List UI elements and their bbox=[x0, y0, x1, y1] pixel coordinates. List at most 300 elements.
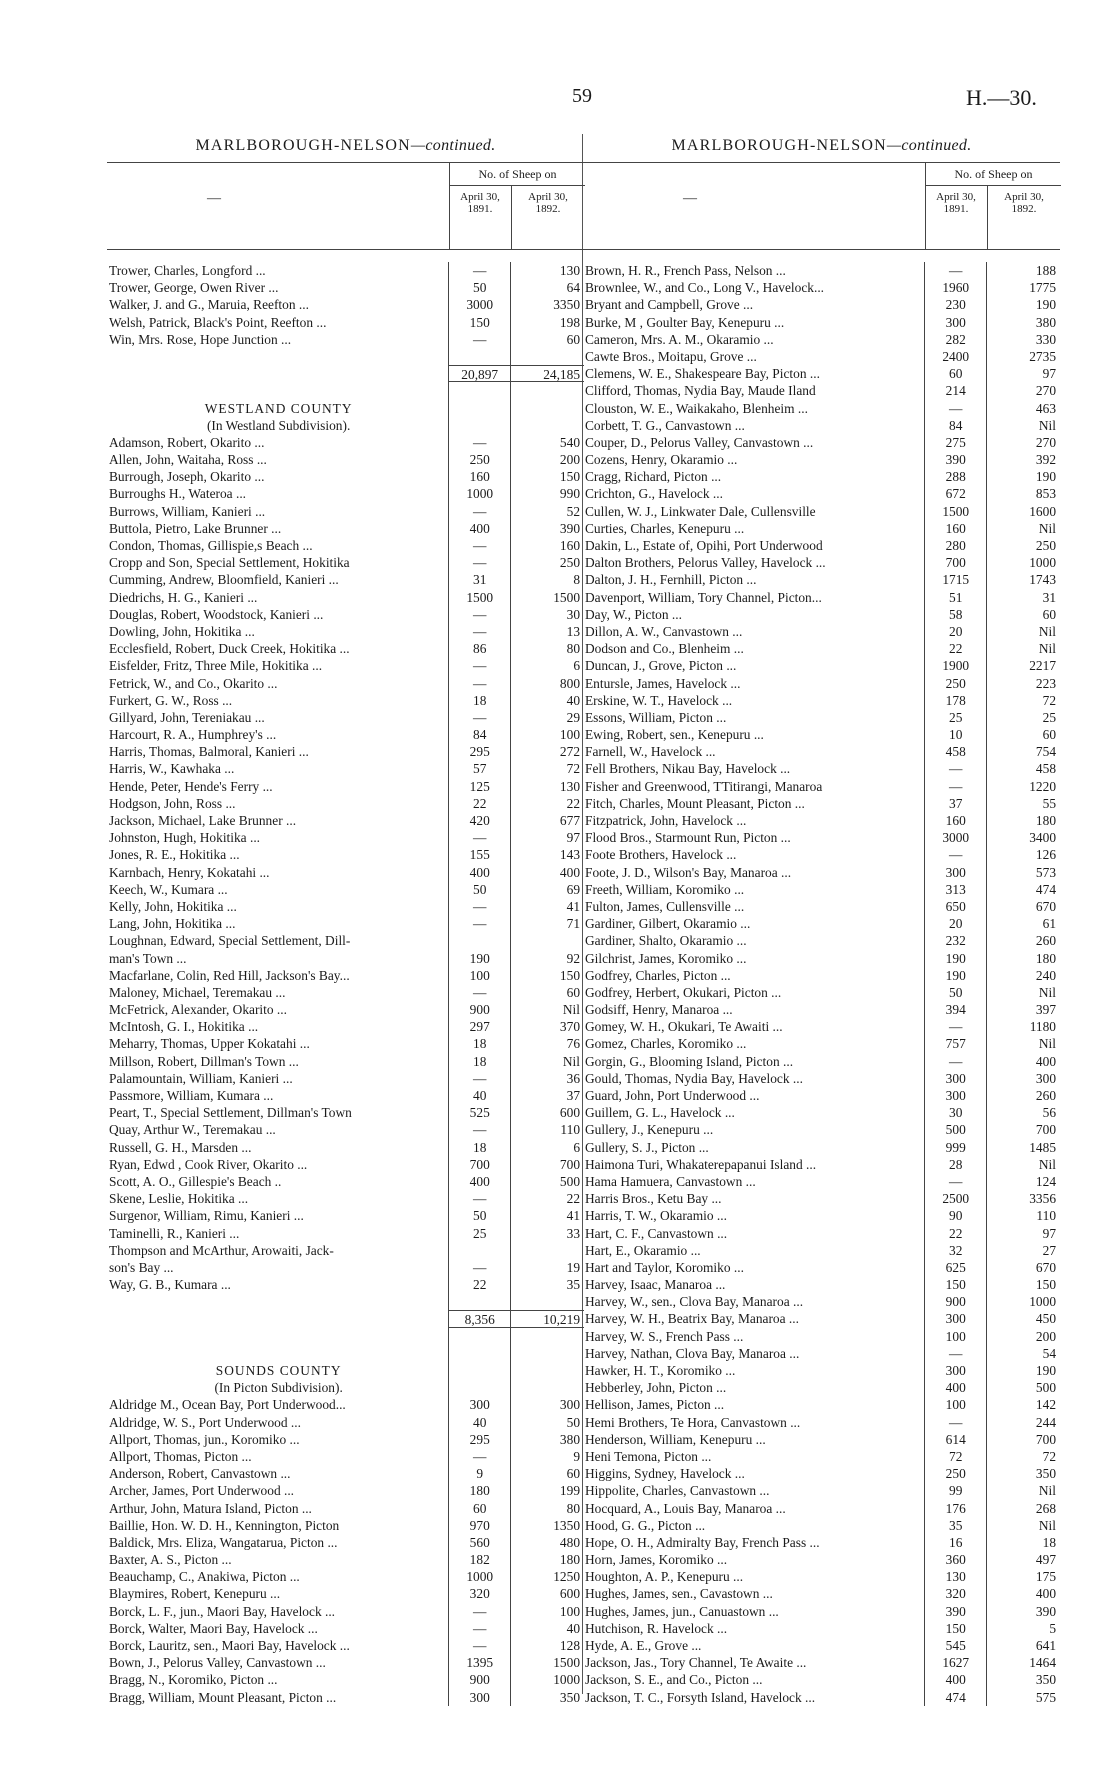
sheep-1892-cell: 25 bbox=[986, 709, 1060, 726]
owner-name-cell: Flood Bros., Starmount Run, Picton ... bbox=[585, 830, 791, 846]
sheep-1891-cell bbox=[448, 382, 510, 399]
owner-name-cell: Gardiner, Gilbert, Okaramio ... bbox=[585, 916, 751, 932]
sheep-1891-cell: 125 bbox=[448, 778, 510, 795]
column-title bbox=[107, 134, 584, 158]
sheep-1891-cell: — bbox=[924, 778, 986, 795]
sheep-1891-cell: 295 bbox=[448, 743, 510, 760]
sheep-1892-cell: 150 bbox=[510, 967, 584, 984]
sheep-1891-cell: 86 bbox=[448, 640, 510, 657]
sheep-1892-cell: 35 bbox=[510, 1276, 584, 1293]
sheep-1891-cell: 150 bbox=[924, 1620, 986, 1637]
section-heading bbox=[107, 1362, 584, 1379]
sheep-1892-cell: Nil bbox=[986, 520, 1060, 537]
table-row bbox=[583, 984, 1060, 1001]
sheep-1891-cell: 9 bbox=[448, 1465, 510, 1482]
owner-name-cell: Gomey, W. H., Okukari, Te Awaiti ... bbox=[585, 1019, 783, 1035]
table-row bbox=[583, 1637, 1060, 1654]
table-row bbox=[107, 1500, 584, 1517]
owner-name-cell: Furkert, G. W., Ross ... bbox=[109, 692, 233, 708]
table-row bbox=[107, 1345, 584, 1362]
sheep-1891-cell: 37 bbox=[924, 795, 986, 812]
owner-name-cell: Harvey, W. H., Beatrix Bay, Manaroa ... bbox=[585, 1311, 799, 1327]
owner-name-cell: Harris, T. W., Okaramio ... bbox=[585, 1208, 727, 1224]
owner-name-cell: Maloney, Michael, Teremakau ... bbox=[109, 984, 286, 1000]
owner-name-cell bbox=[107, 1345, 448, 1362]
table-row bbox=[583, 434, 1060, 451]
table-row bbox=[107, 1035, 584, 1052]
sheep-1892-cell: 19 bbox=[510, 1259, 584, 1276]
sheep-1891-cell: 22 bbox=[448, 795, 510, 812]
sheep-1891-cell: 1715 bbox=[924, 571, 986, 588]
sheep-1892-cell: 600 bbox=[510, 1104, 584, 1121]
table-row bbox=[107, 709, 584, 726]
owner-name-cell: Dowling, John, Hokitika ... bbox=[109, 623, 255, 639]
sheep-1892-cell: 126 bbox=[986, 846, 1060, 863]
table-row bbox=[583, 829, 1060, 846]
table-row bbox=[107, 778, 584, 795]
sheep-1891-cell: 50 bbox=[448, 279, 510, 296]
owner-name-cell bbox=[107, 1293, 448, 1310]
sheep-1891-cell: 28 bbox=[924, 1156, 986, 1173]
table-row bbox=[107, 898, 584, 915]
sheep-1891-cell: — bbox=[448, 1620, 510, 1637]
sheep-1891-cell: 40 bbox=[448, 1414, 510, 1431]
owner-name-cell: Quay, Arthur W., Teremakau ... bbox=[109, 1122, 276, 1138]
sheep-1891-cell: 999 bbox=[924, 1139, 986, 1156]
table-row bbox=[583, 571, 1060, 588]
sheep-1892-cell: 60 bbox=[510, 331, 584, 348]
sheep-1892-cell: 76 bbox=[510, 1035, 584, 1052]
sheep-1892-cell: 268 bbox=[986, 1500, 1060, 1517]
owner-name-cell: Clifford, Thomas, Nydia Bay, Maude Iland bbox=[585, 383, 816, 399]
table-row bbox=[107, 1018, 584, 1035]
sheep-1891-cell: 3000 bbox=[448, 296, 510, 313]
left-column bbox=[107, 134, 584, 1706]
table-row bbox=[107, 846, 584, 863]
sheep-1892-cell: 244 bbox=[986, 1414, 1060, 1431]
sheep-1891-cell: 3000 bbox=[924, 829, 986, 846]
sheep-1892-cell: 480 bbox=[510, 1534, 584, 1551]
owner-name-cell: Godfrey, Charles, Picton ... bbox=[585, 967, 731, 983]
sheep-1891-cell: — bbox=[448, 829, 510, 846]
owner-name-cell: Hart and Taylor, Koromiko ... bbox=[585, 1259, 744, 1275]
sheep-1892-cell: 677 bbox=[510, 812, 584, 829]
sheep-1891-cell: — bbox=[448, 675, 510, 692]
sheep-1891-cell: 214 bbox=[924, 382, 986, 399]
table-row bbox=[583, 1654, 1060, 1671]
table-row bbox=[107, 1551, 584, 1568]
table-row bbox=[583, 1431, 1060, 1448]
sheep-1892-cell: 33 bbox=[510, 1225, 584, 1242]
sheep-1892-cell: 458 bbox=[986, 760, 1060, 777]
table-row bbox=[583, 1534, 1060, 1551]
owner-name-cell: Dodson and Co., Blenheim ... bbox=[585, 641, 744, 657]
owner-name-cell: Thompson and McArthur, Arowaiti, Jack- bbox=[109, 1242, 334, 1258]
owner-name-cell: Hutchison, R. Havelock ... bbox=[585, 1620, 728, 1636]
sheep-1892-cell: 1000 bbox=[986, 1293, 1060, 1310]
table-row bbox=[583, 262, 1060, 279]
sheep-1891-cell: 18 bbox=[448, 1053, 510, 1070]
table-row bbox=[107, 1517, 584, 1534]
sheep-1891-cell: 1900 bbox=[924, 657, 986, 674]
table-row bbox=[107, 984, 584, 1001]
table-row bbox=[107, 1431, 584, 1448]
table-header bbox=[583, 162, 1060, 250]
owner-name-cell: Way, G. B., Kumara ... bbox=[109, 1277, 231, 1293]
sheep-1891-cell bbox=[448, 1242, 510, 1259]
sheep-1891-cell: 178 bbox=[924, 692, 986, 709]
owner-name-cell: Harvey, Nathan, Clova Bay, Manaroa ... bbox=[585, 1345, 800, 1361]
owner-name-cell: Meharry, Thomas, Upper Kokatahi ... bbox=[109, 1036, 310, 1052]
sheep-1891-cell: 297 bbox=[448, 1018, 510, 1035]
section-subheading bbox=[107, 417, 584, 434]
table-row bbox=[583, 1087, 1060, 1104]
sheep-1891-cell: 275 bbox=[924, 434, 986, 451]
sheep-1891-cell: 320 bbox=[448, 1585, 510, 1602]
sheep-1892-cell: Nil bbox=[986, 640, 1060, 657]
sheep-1891-cell: 190 bbox=[448, 950, 510, 967]
sheep-1891-cell: 1500 bbox=[924, 503, 986, 520]
sheep-1891-cell bbox=[448, 1379, 510, 1396]
owner-name-cell: son's Bay ... bbox=[109, 1259, 174, 1275]
sheep-1891-cell: 230 bbox=[924, 296, 986, 313]
sheep-1891-cell: 700 bbox=[924, 554, 986, 571]
table-row bbox=[107, 1104, 584, 1121]
sheep-1891-cell: 625 bbox=[924, 1259, 986, 1276]
owner-name-cell: Hart, E., Okaramio ... bbox=[585, 1242, 701, 1258]
sheep-1891-cell: 25 bbox=[924, 709, 986, 726]
table-row bbox=[583, 1001, 1060, 1018]
table-row bbox=[583, 1156, 1060, 1173]
owner-name-cell: Hemi Brothers, Te Hora, Canvastown ... bbox=[585, 1414, 801, 1430]
table-row bbox=[583, 1310, 1060, 1327]
sheep-1891-cell: 474 bbox=[924, 1689, 986, 1706]
sheep-1891-cell: 160 bbox=[448, 468, 510, 485]
table-row bbox=[107, 331, 584, 348]
owner-name-cell: Millson, Robert, Dillman's Town ... bbox=[109, 1053, 299, 1069]
sheep-1892-cell: 97 bbox=[986, 1225, 1060, 1242]
sheep-1892-cell bbox=[510, 1242, 584, 1259]
sheep-1892-cell: 100 bbox=[510, 726, 584, 743]
sheep-1892-cell: 60 bbox=[510, 1465, 584, 1482]
owner-name-cell bbox=[107, 1328, 448, 1345]
sheep-1891-cell: 180 bbox=[448, 1482, 510, 1499]
sheep-1892-cell: 61 bbox=[986, 915, 1060, 932]
column-header-1892: April 30, 1892. bbox=[987, 185, 1060, 249]
sheep-1892-cell: 400 bbox=[510, 864, 584, 881]
table-row bbox=[583, 1448, 1060, 1465]
sheep-1891-cell: — bbox=[448, 331, 510, 348]
owner-name-cell: Harvey, Isaac, Manaroa ... bbox=[585, 1277, 726, 1293]
table-row bbox=[583, 1517, 1060, 1534]
table-row bbox=[107, 554, 584, 571]
owner-name-cell: Dakin, L., Estate of, Opihi, Port Underwood bbox=[585, 538, 823, 553]
sheep-1892-cell: 270 bbox=[986, 382, 1060, 399]
sheep-1891-cell: 1000 bbox=[448, 1568, 510, 1585]
table-row bbox=[107, 468, 584, 485]
table-row bbox=[107, 279, 584, 296]
owner-name-cell: Walker, J. and G., Maruia, Reefton ... bbox=[109, 297, 309, 313]
owner-name-cell: Burke, M , Goulter Bay, Kenepuru ... bbox=[585, 314, 785, 330]
owner-name-cell bbox=[107, 1310, 448, 1327]
owner-name-cell: Jones, R. E., Hokitika ... bbox=[109, 847, 240, 863]
sheep-1892-cell: 300 bbox=[510, 1396, 584, 1413]
owner-name-cell: Heni Temona, Picton ... bbox=[585, 1448, 712, 1464]
owner-name-cell: Surgenor, William, Rimu, Kanieri ... bbox=[109, 1208, 304, 1224]
sheep-1891-cell: 420 bbox=[448, 812, 510, 829]
total-row bbox=[107, 1310, 584, 1327]
sheep-1892-cell: 1500 bbox=[510, 589, 584, 606]
sheep-1892-cell: 130 bbox=[510, 778, 584, 795]
owner-name-cell: Gullery, S. J., Picton ... bbox=[585, 1139, 709, 1155]
table-row bbox=[107, 864, 584, 881]
sheep-1891-cell: 160 bbox=[924, 520, 986, 537]
sheep-1892-cell: Nil bbox=[986, 1156, 1060, 1173]
sheep-1891-cell: 50 bbox=[448, 881, 510, 898]
sheep-1892-cell: 110 bbox=[986, 1207, 1060, 1224]
owner-name-cell: WESTLAND COUNTY bbox=[204, 400, 353, 416]
owner-name-cell: Houghton, A. P., Kenepuru ... bbox=[585, 1569, 744, 1585]
sheep-1892-cell: 497 bbox=[986, 1551, 1060, 1568]
owner-name-cell: Hope, O. H., Admiralty Bay, French Pass ... bbox=[585, 1534, 820, 1550]
owner-name-cell: Allport, Thomas, jun., Koromiko ... bbox=[109, 1431, 300, 1447]
owner-name-cell: Keech, W., Kumara ... bbox=[109, 881, 228, 897]
owner-name-cell: Fitzpatrick, John, Havelock ... bbox=[585, 813, 747, 828]
sheep-1892-cell: 13 bbox=[510, 623, 584, 640]
owner-name-cell: Borck, L. F., jun., Maori Bay, Havelock ... bbox=[109, 1603, 336, 1619]
table-row bbox=[107, 1465, 584, 1482]
sheep-1892-cell: 10,219 bbox=[510, 1310, 584, 1327]
sheep-1892-cell bbox=[510, 382, 584, 399]
table-row bbox=[583, 1293, 1060, 1310]
sheep-1891-cell: — bbox=[924, 846, 986, 863]
sheep-1891-cell bbox=[448, 932, 510, 949]
owner-name-cell: Hippolite, Charles, Canvastown ... bbox=[585, 1483, 770, 1499]
table-row bbox=[107, 485, 584, 502]
sheep-1892-cell: 390 bbox=[986, 1603, 1060, 1620]
owner-name-cell: Karnbach, Henry, Kokatahi ... bbox=[109, 864, 270, 880]
table-row bbox=[583, 1328, 1060, 1345]
sheep-1892-cell: 150 bbox=[986, 1276, 1060, 1293]
owner-name-cell: Ryan, Edwd , Cook River, Okarito ... bbox=[109, 1156, 308, 1172]
owner-name-cell: Farnell, W., Havelock ... bbox=[585, 744, 716, 760]
sheep-1892-cell: 190 bbox=[986, 468, 1060, 485]
owner-name-cell: Harvey, W. S., French Pass ... bbox=[585, 1328, 744, 1344]
sheep-1892-cell: 380 bbox=[986, 314, 1060, 331]
sheep-1892-cell: 400 bbox=[986, 1053, 1060, 1070]
sheep-1892-cell bbox=[510, 932, 584, 949]
sheep-1892-cell: 240 bbox=[986, 967, 1060, 984]
name-column-header: — bbox=[207, 191, 221, 206]
sheep-1891-cell: 100 bbox=[924, 1328, 986, 1345]
sheep-1891-cell: 22 bbox=[924, 1225, 986, 1242]
owner-name-cell: Buttola, Pietro, Lake Brunner ... bbox=[109, 520, 282, 536]
sheep-1892-cell bbox=[510, 348, 584, 365]
table-row bbox=[107, 623, 584, 640]
owner-name-cell: Godsiff, Henry, Manaroa ... bbox=[585, 1002, 733, 1018]
owner-name-cell: Duncan, J., Grove, Picton ... bbox=[585, 658, 737, 674]
table-row bbox=[107, 932, 584, 949]
owner-name-cell bbox=[107, 348, 448, 365]
table-row bbox=[583, 795, 1060, 812]
sheep-1892-cell: 69 bbox=[510, 881, 584, 898]
owner-name-cell: (In Picton Subdivision). bbox=[214, 1380, 343, 1396]
owner-name-cell: Gardiner, Shalto, Okaramio ... bbox=[585, 933, 747, 949]
sheep-1892-cell: Nil bbox=[986, 623, 1060, 640]
table-row bbox=[583, 898, 1060, 915]
sheep-1892-cell bbox=[510, 1345, 584, 1362]
table-row bbox=[107, 1139, 584, 1156]
sheep-1891-cell: 31 bbox=[448, 571, 510, 588]
owner-name-cell: Kelly, John, Hokitika ... bbox=[109, 898, 237, 914]
sheep-1892-cell: 670 bbox=[986, 1259, 1060, 1276]
sheep-1892-cell: 1485 bbox=[986, 1139, 1060, 1156]
sheep-1892-cell: 128 bbox=[510, 1637, 584, 1654]
table-row bbox=[583, 503, 1060, 520]
table-row bbox=[107, 1001, 584, 1018]
owner-name-cell: Hende, Peter, Hende's Ferry ... bbox=[109, 778, 273, 794]
section-subheading bbox=[107, 1379, 584, 1396]
sheep-1891-cell: — bbox=[448, 623, 510, 640]
sheep-1892-cell: Nil bbox=[986, 1517, 1060, 1534]
sheep-1892-cell: 27 bbox=[986, 1242, 1060, 1259]
sheep-1892-cell: 150 bbox=[510, 468, 584, 485]
table-row bbox=[107, 262, 584, 279]
sheep-1891-cell: 458 bbox=[924, 743, 986, 760]
sheep-1891-cell: 32 bbox=[924, 1242, 986, 1259]
sheep-1892-cell: 573 bbox=[986, 864, 1060, 881]
sheep-1891-cell: 400 bbox=[448, 1173, 510, 1190]
sheep-1891-cell: — bbox=[924, 262, 986, 279]
sheep-1892-cell: 260 bbox=[986, 1087, 1060, 1104]
table-row bbox=[107, 967, 584, 984]
table-row bbox=[107, 348, 584, 365]
sheep-1891-cell: 390 bbox=[924, 451, 986, 468]
sheep-1892-cell: 190 bbox=[986, 1362, 1060, 1379]
sheep-1892-cell: 55 bbox=[986, 795, 1060, 812]
owner-name-cell: Hood, G. G., Picton ... bbox=[585, 1517, 706, 1533]
sheep-1891-cell: — bbox=[924, 1414, 986, 1431]
table-row bbox=[583, 1465, 1060, 1482]
owner-name-cell: Harcourt, R. A., Humphrey's ... bbox=[109, 727, 277, 743]
table-row bbox=[583, 915, 1060, 932]
sheep-1892-cell: 80 bbox=[510, 640, 584, 657]
sheep-1892-cell: 72 bbox=[986, 1448, 1060, 1465]
owner-name-cell: Cumming, Andrew, Bloomfield, Kanieri ... bbox=[109, 572, 339, 588]
table-row bbox=[107, 1568, 584, 1585]
table-row bbox=[107, 675, 584, 692]
sheep-1892-cell: 390 bbox=[510, 520, 584, 537]
sheep-1891-cell: — bbox=[448, 709, 510, 726]
sheep-1891-cell: 250 bbox=[448, 451, 510, 468]
sheep-1891-cell: — bbox=[924, 1053, 986, 1070]
table-row bbox=[583, 1104, 1060, 1121]
table-row bbox=[107, 1225, 584, 1242]
sheep-1891-cell: 500 bbox=[924, 1121, 986, 1138]
sheep-1891-cell: 100 bbox=[924, 1396, 986, 1413]
table-row bbox=[583, 675, 1060, 692]
sheep-1892-cell bbox=[510, 1379, 584, 1396]
owner-name-cell: Jackson, T. C., Forsyth Island, Havelock ... bbox=[585, 1689, 816, 1705]
sheep-1891-cell: 51 bbox=[924, 589, 986, 606]
sheep-1892-cell: 24,185 bbox=[510, 365, 584, 382]
table-row bbox=[107, 1689, 584, 1706]
sheep-1892-cell: 52 bbox=[510, 503, 584, 520]
table-row bbox=[583, 657, 1060, 674]
owner-name-cell: Bown, J., Pelorus Valley, Canvastown ... bbox=[109, 1655, 326, 1671]
sheep-1891-cell: 57 bbox=[448, 760, 510, 777]
table-row bbox=[583, 1225, 1060, 1242]
owner-name-cell: Hawker, H. T., Koromiko ... bbox=[585, 1363, 736, 1378]
sheep-1892-cell: 97 bbox=[986, 365, 1060, 382]
sheep-1892-cell: 18 bbox=[986, 1534, 1060, 1551]
owner-name-cell: Allport, Thomas, Picton ... bbox=[109, 1448, 252, 1464]
sheep-1892-cell: 175 bbox=[986, 1568, 1060, 1585]
owner-name-cell: Palamountain, William, Kanieri ... bbox=[109, 1070, 293, 1086]
table-row bbox=[583, 1396, 1060, 1413]
owner-name-cell: Win, Mrs. Rose, Hope Junction ... bbox=[109, 331, 292, 347]
owner-name-cell: Jackson, Michael, Lake Brunner ... bbox=[109, 813, 297, 828]
sheep-1892-cell: 330 bbox=[986, 331, 1060, 348]
column-title-text: MARLBOROUGH-NELSON bbox=[195, 137, 411, 154]
table-row bbox=[583, 1207, 1060, 1224]
table-row bbox=[107, 1482, 584, 1499]
sheep-1891-cell: — bbox=[924, 760, 986, 777]
table-row bbox=[107, 1620, 584, 1637]
owner-name-cell: Freeth, William, Koromiko ... bbox=[585, 881, 745, 897]
owner-name-cell: Fisher and Greenwood, TTitirangi, Manaroa bbox=[585, 778, 823, 794]
table-row bbox=[583, 606, 1060, 623]
sheep-1891-cell bbox=[448, 1362, 510, 1379]
sheep-1891-cell: 560 bbox=[448, 1534, 510, 1551]
owner-name-cell: SOUNDS COUNTY bbox=[215, 1363, 342, 1378]
table-row bbox=[107, 1671, 584, 1688]
sheep-1892-cell: 199 bbox=[510, 1482, 584, 1499]
sheep-1891-cell: 300 bbox=[448, 1689, 510, 1706]
table-row bbox=[583, 1259, 1060, 1276]
sheep-1892-cell: 1250 bbox=[510, 1568, 584, 1585]
owner-name-cell: Dalton, J. H., Fernhill, Picton ... bbox=[585, 572, 757, 588]
sheep-1892-cell: 1500 bbox=[510, 1654, 584, 1671]
sheep-1892-cell: 600 bbox=[510, 1585, 584, 1602]
table-row bbox=[583, 1620, 1060, 1637]
sheep-1891-cell: 8,356 bbox=[448, 1310, 510, 1327]
table-row bbox=[583, 1568, 1060, 1585]
sheep-1892-cell: 1220 bbox=[986, 778, 1060, 795]
table-row bbox=[583, 314, 1060, 331]
table-row bbox=[583, 279, 1060, 296]
owner-name-cell: Cawte Bros., Moitapu, Grove ... bbox=[585, 348, 757, 364]
owner-name-cell: Harris, Thomas, Balmoral, Kanieri ... bbox=[109, 744, 309, 760]
sheep-1891-cell: — bbox=[448, 434, 510, 451]
sheep-1892-cell: 670 bbox=[986, 898, 1060, 915]
sheep-1891-cell: 22 bbox=[924, 640, 986, 657]
sheep-1891-cell: 155 bbox=[448, 846, 510, 863]
owner-name-cell: Clemens, W. E., Shakespeare Bay, Picton ... bbox=[585, 366, 820, 382]
column-title-suffix: —continued. bbox=[886, 137, 972, 154]
owner-name-cell: Ecclesfield, Robert, Duck Creek, Hokitika ... bbox=[109, 641, 350, 657]
table-row bbox=[583, 1190, 1060, 1207]
sheep-1892-cell: 1775 bbox=[986, 279, 1060, 296]
sheep-1891-cell: 16 bbox=[924, 1534, 986, 1551]
table-row bbox=[583, 1500, 1060, 1517]
sheep-1892-cell: 92 bbox=[510, 950, 584, 967]
table-row bbox=[583, 382, 1060, 399]
sheep-1891-cell: 400 bbox=[448, 520, 510, 537]
table-row bbox=[107, 1173, 584, 1190]
sheep-1892-cell: 6 bbox=[510, 1139, 584, 1156]
sheep-1891-cell: 295 bbox=[448, 1431, 510, 1448]
